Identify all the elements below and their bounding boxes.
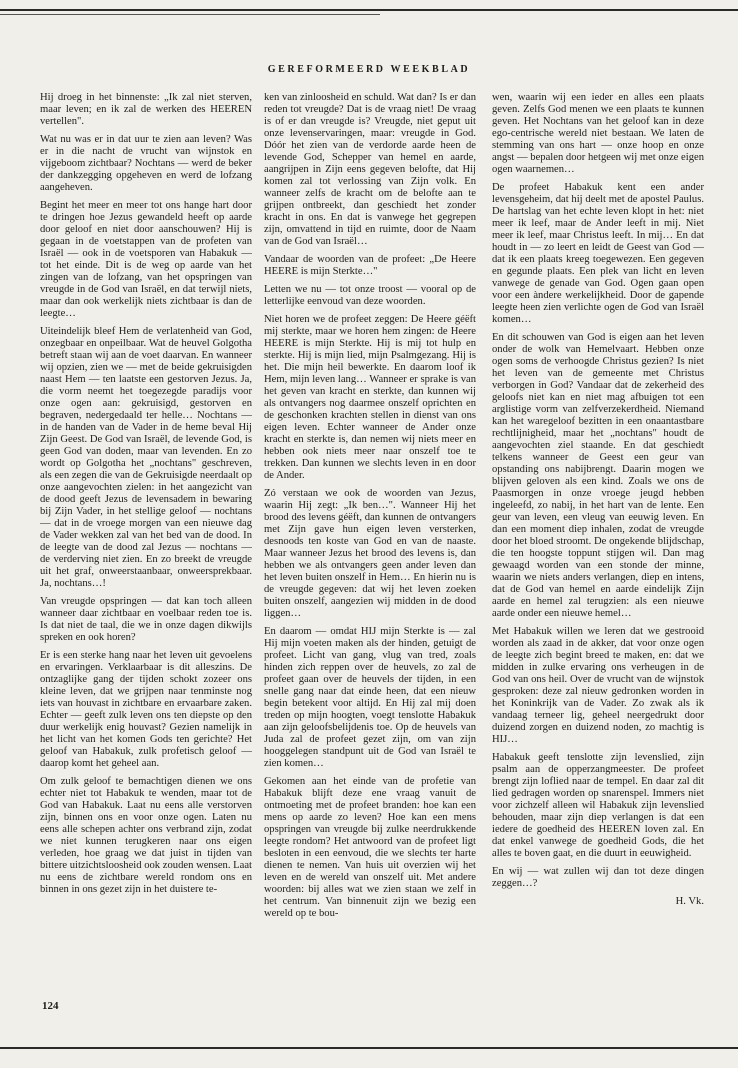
paragraph: Habakuk geeft tenslotte zijn levenslied, zijn psalm aan de opperzangmeester. De profeet brengt zijn loflied naar de tempel. En daar zal dit lied gedragen worden op snarenspel. Immers niet voor zichzelf alleen wil Habakuk zijn levenslied behouden, maar zijn diep verlangen is dat een iedere de goedheid des HEEREN loven zal. En dat enkel vanwege de goedheid Gods, die het alles te boven gaat, en die duurt in eeuwigheid. [492,752,704,859]
paragraph: Er is een sterke hang naar het leven uit gevoelens en ervaringen. Verklaarbaar is dit alleszins. De ontzaglijke gang der tijden schokt zozeer ons kleine leven, dat we grijpen naar tenminste nog iets van houvast in zichtbare en ervaarbare zaken. Echter — geeft zulk leven ons ten diepste op den duur werkelijk enig houvast? Gezien namelijk in het licht van het komen Gods ten gerichte? Het geloof van Habakuk, zulk profetisch geloof — daarop komt het geheel aan. [40,650,252,769]
bottom-rule [0,1047,738,1049]
paragraph: Om zulk geloof te bemachtigen dienen we ons echter niet tot Habakuk te wenden, maar tot de God van Habakuk. Laat nu eens alle verstorven zijn, binnen ons en voor onze ogen. Laten nu eens alle schepen achter ons verbrand zijn, zodat we niet kunnen terugkeren naar ons eigen verleden, hoe graag we dat juist in tijden van bittere uitzichtsloosheid ook zouden wensen. Laat nu eens de zichtbare wereld rondom ons en binnen in ons gezet zijn in het duistere te- [40,776,252,895]
top-rule [0,9,738,11]
column-3 [492,92,704,1012]
paragraph: Met Habakuk willen we leren dat we gestrooid worden als zaad in de akker, dat voor onze ogen de leegte zich begint breed te maken, en: dat we midden in zulke ervaring ons verheugen in de God van ons heil. Over de vrucht van de wijnstok gesproken: deze zal nieuw gedronken worden in het Koninkrijk van de Vader. Zo zwak als ik vandaag terneer lig, geheel neergedrukt door duizend zorgen en duizend noden, zo machtig is HIJ… [492,626,704,745]
paragraph: Begint het meer en meer tot ons hange hart door te dringen hoe Jezus gewandeld heeft op aarde door geloof en niet door aanschouwen? Hij is gegaan in de voetstappen van de profeten van Israël — ook in de voetsporen van Habakuk — tot het einde. Dit is de weg op aarde van het zingen van de lofzang, van het opspringen van vreugde in de God van Israël, en dat terwijl niets, maar dan ook werkelijk niets zichtbaar is dan de leegte… [40,200,252,319]
paragraph: Van vreugde opspringen — dat kan toch alleen wanneer daar zichtbaar en voelbaar reden toe is. Is dat niet de taal, die we in onze dagen dikwijls spreken en ook horen? [40,596,252,643]
page-number: 124 [42,1000,59,1012]
column-2 [264,92,476,1012]
paragraph: Vandaar de woorden van de profeet: „De Heere HEERE is mijn Sterkte…" [264,254,476,277]
paragraph: En daarom — omdat HIJ mijn Sterkte is — zal Hij mijn voeten maken als der hinden, getuigt de profeet. Licht van gang, vlug van tred, zoals hinden zich reppen over de heuvels, zo zal de profeet gaan over de heuvels der tijden, in een snelle gang naar dat einde heen, dat een nieuw begin betekent voor altijd. En Hij zal mij doen treden op mijn hoogten, voegt tenslotte Habakuk aan zijn geloofsbelijdenis toe. Op de heuvels van Juda zal de profeet gezet zijn, om van zijn hooggelegen standpunt uit de God van Israël te zien komen… [264,626,476,769]
paragraph: Letten we nu — tot onze troost — vooral op de letterlijke eenvoud van deze woorden. [264,284,476,307]
paragraph: Gekomen aan het einde van de profetie van Habakuk blijft deze ene vraag vanuit de ontmoeting met de profeet branden: hoe kan een mens op aarde zo leven? Hoe kan een mens opspringen van vreugde bij zulke neerdrukkende leegte rondom? Het antwoord van de profeet ligt besloten in een eenvoud, die we slechts ter harte dienen te nemen. Van huis uit overzien wij het leven en de wereld van onszelf uit. Met andere woorden: bij alles wat we zien staan we zelf in het centrum. Van binnenuit zijn we bezig een wereld op te bou- [264,776,476,919]
paragraph: Uiteindelijk bleef Hem de verlatenheid van God, onzegbaar en onpeilbaar. Wat de heuvel Golgotha betreft staan wij aan de voet daarvan. En wanneer wij opzien, zien we — met de beide gekruisigden naast Hem — ten laatste een gestorven Jezus. Ja, die vorm neemt het toegezegde paradijs voor onze ogen aan: gekruisigd, gestorven en begraven, nedergedaald ter helle… Nochtans — in de handen van de Vader in de heme beval Hij Zijn Geest. De God van Israël, de levende God, is geen God van doden, maar van levenden. En zo wordt op Golgotha het „nochtans" geschreven, als een zegen die van de Gekruisigde neerdaalt op onze aangevochten zielen: in het aangezicht van de dood geeft Jezus de levensadem in bewaring bij Zijn Vader, in het stellige geloof — nochtans — dat in de vroege morgen van een nieuwe dag de Vader wekken zal van het bed van de dood. In de leegte van de dood zal Jezus — nochtans — de verderving niet zien. En zo breekt de vreugde uit het graf, onweerstaanbaar, onweersprekbaar. Ja, nochtans…! [40,326,252,589]
paragraph: En dit schouwen van God is eigen aan het leven onder de wolk van Hemelvaart. Hebben onze ogen soms de verhoogde Christus gezien? Is niet het leven van de gemeente met Christus verborgen in God? Vandaar dat de zekerheid des geloofs niet kan en niet mag afbuigen tot een arglistige vorm van zelfverzekerdheid. Niemand kan het waregeloof bezitten in een onaantastbare rechtlijnigheid, maar het „nochtans" houdt de aangevochten ziel staande. En dat geschiedt telkens wanneer de Geest een geur van opstanding ons nabijbrengt. Daarin mogen we blijven geloven als een kind. Zoals we ons de Paasmorgen in onze vroege jeugd hebben ingeleefd, zo nabij, in het hart van de lente. Een geur van leven, een vleug van eeuwig leven. En dan een moment diep inhalen, zodat de vreugde door het bloed stroomt. De ongekende blijdschap, die ten hoogste toppunt stijgen wil. Dan mag gewaagd worden van een stonde der minne, waarin we niets anders verlangen, diep en intens, dat de God van hemel en aarde eindelijk Zijn aarde en hemel zal terugzien: als een nieuwe aarde onder een nieuwe hemel… [492,332,704,619]
paragraph: De profeet Habakuk kent een ander levensgeheim, dat hij deelt met de apostel Paulus. De hartslag van het echte leven klopt in het: niet meer ik leef, maar de Ander leeft in mij. Niet meer ik leef, maar Christus leeft. In mij… En dat houdt in — zo leert en leidt de Geest van God — dat ik een plaats kreeg toegewezen. Een gegeven en gegunde plaats. Een plek van licht en leven vanwege de genade van God. Ogen gaan open voor een àndere werkelijkheid. Door de gapende leegte heen zien verlichte ogen de God van Israël komen… [492,182,704,325]
top-rule-secondary [0,14,380,15]
paragraph: Zó verstaan we ook de woorden van Jezus, waarin Hij zegt: „Ik ben…". Wanneer Hij het brood des levens géëft, dan kunnen de ontvangers met Zijn gave hun eigen leven versterken, desnoods ten koste van God en van de naaste. Maar wanneer Jezus het brood des levens is, dan hebben we als ontvangers geen ander leven dan het leven buiten onszelf in Hem… En hierin nu is de vreugde gegeven: dat wij het leven zoeken buiten onszelf, aangezien wij midden in de dood liggen… [264,488,476,619]
paragraph: Wat nu was er in dat uur te zien aan leven? Was er in die nacht de vrucht van wijnstok en vijgeboom zichtbaar? Nochtans — werd de beker der dankzegging opgeheven en werd de lofzang aangeheven. [40,134,252,193]
paragraph: En wij — wat zullen wij dan tot deze dingen zeggen…? [492,866,704,889]
author-signature: H. Vk. [675,896,704,907]
paragraph: Hij droeg in het binnenste: „Ik zal niet sterven, maar leven; en ik zal de werken des HEEREN vertellen". [40,92,252,127]
paragraph: Niet horen we de profeet zeggen: De Heere géëft mij sterkte, maar we horen hem zingen: de Heere HEERE is mijn Sterkte. Hij is mij tot hulp en sterkte. Hij is mijn lied, mijn Psalmgezang. Hij is het. Die mijn heil bewerkte. En daarom loof ik Hem, mijn leven lang… Wanneer er sprake is van het geven van kracht en sterkte, dan kunnen wij als ontvangers nog daarmee onszelf oprichten en de geschonken krachten stellen in dienst van ons eigen leven. Echter wanneer de Ander onze kracht en sterkte is, dan nemen wij niets meer en hebben ook niets meer naar onszelf toe te trekken. Dan kunnen we slechts leven in en door de Ander. [264,314,476,481]
paragraph: ken van zinloosheid en schuld. Wat dan? Is er dan reden tot vreugde? Dat is de vraag niet! De vraag is of er dan vreugde is? Vreugde, niet geput uit onze levenservaringen, maar: vreugde in God. Dóór het zien van de verdorde aarde heen de levende God, Schepper van hemel en aarde, aangrijpen in Zijn eens gegeven belofte, dat Hij komen zal tot verlossing van Zijn volk. En wanneer zelfs de kracht om de belofte aan te grijpen ontbreekt, dan geschiedt het zonder kracht in ons. En dat is vanwege het gegrepen zijn, omvattend in tijd en ruimte, door de Naam van de God van Israël… [264,92,476,247]
running-header: GEREFORMEERD WEEKBLAD [267,64,471,75]
paragraph: wen, waarin wij een ieder en alles een plaats geven. Zelfs God menen we een plaats te kunnen geven. Het Nochtans van het geloof kan in deze ego-centrische wereld niet bestaan. We laten de stemming van ons hart — onze hoop en onze angst — bepalen door hetgeen wij met onze eigen ogen waarnemen… [492,92,704,175]
column-1 [40,92,252,1012]
